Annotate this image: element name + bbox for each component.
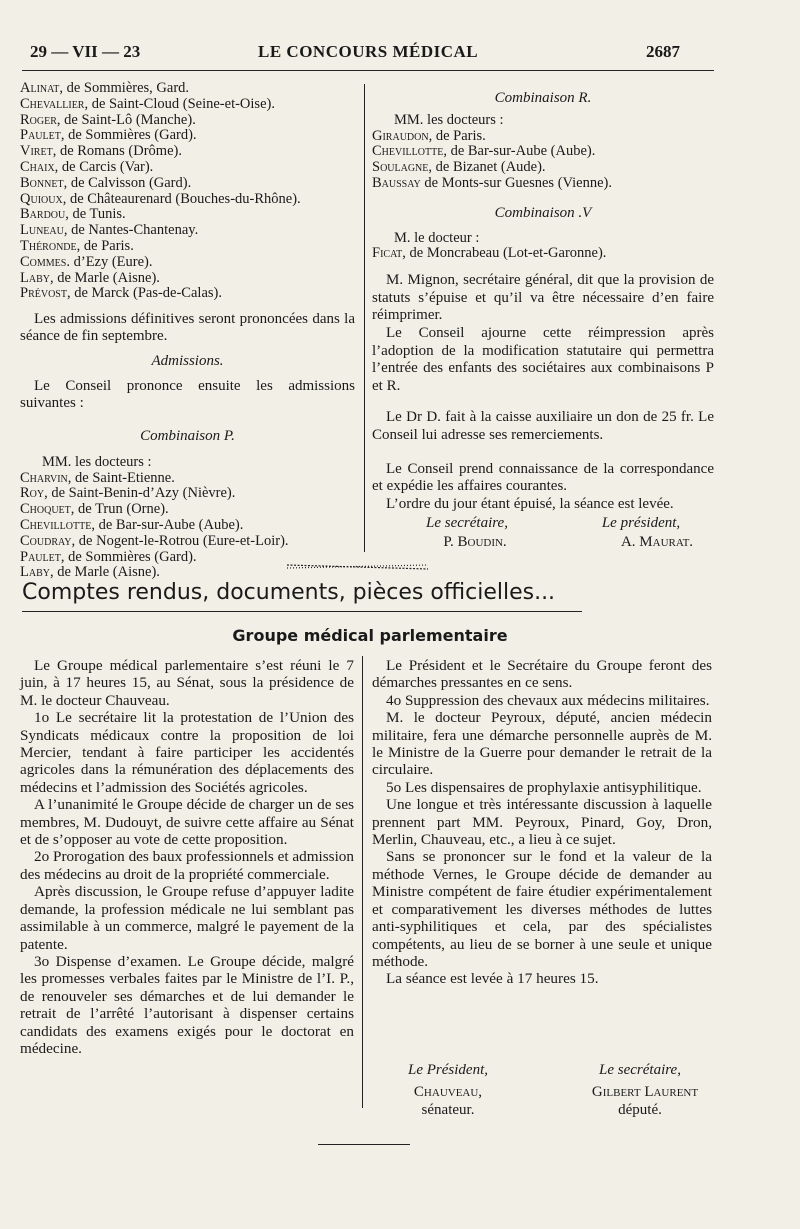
- paragraph-don: Le Dr D. fait à la caisse auxiliaire un don de 25 fr. Le Conseil lui adresse ses remerciements.: [372, 409, 714, 443]
- signature-president-role: Le président,: [601, 515, 681, 531]
- signature-secretaire-title-bottom: député.: [618, 1102, 662, 1118]
- admissions-intro: Le Conseil prononce ensuite les admissions suivantes :: [20, 377, 355, 411]
- doctors-label: MM. les docteurs :: [42, 453, 152, 470]
- paragraph-reimpression: Le Conseil ajourne cette réimpression après l’adoption de la modification statutaire qui permettra l’entrée des enfants des sociétaires aux combinaisons P et R.: [372, 324, 714, 394]
- list-item: Bardou, de Tunis.: [20, 206, 126, 223]
- combinaison-p-heading: Combinaison P.: [140, 427, 235, 444]
- paragraph: M. le docteur Peyroux, député, ancien médecin militaire, fera une démarche personnelle auprès de M. le Ministre de la Guerre pour demander le retrait de la circulaire.: [372, 709, 712, 779]
- paragraph: 1o Le secrétaire lit la protestation de l’Union des Syndicats médicaux contre la proposition de loi Mercier, tendant à faire participer les accidentés agricoles dans la rémunération des déplacements des médecins et l’admission des Sociétés agricoles.: [20, 709, 354, 796]
- list-item: Chevillotte, de Bar-sur-Aube (Aube).: [372, 143, 596, 160]
- list-item: Bonnet, de Calvisson (Gard).: [20, 174, 192, 191]
- page-number: 2687: [646, 42, 680, 61]
- signature-president-name: A. Maurat.: [620, 534, 694, 550]
- paragraph: 4o Suppression des chevaux aux médecins militaires.: [386, 691, 710, 709]
- combinaison-v-heading: Combinaison .V: [494, 204, 592, 221]
- signature-president-role-bottom: Le Président,: [408, 1062, 488, 1078]
- end-rule: [318, 1144, 410, 1145]
- list-item: Roger, de Saint-Lô (Manche).: [20, 111, 196, 128]
- parliament-report-left: [20, 657, 354, 1057]
- section-rule: [22, 611, 582, 612]
- list-item: Commes. d’Ezy (Eure).: [20, 253, 153, 270]
- ornament-divider: [285, 563, 430, 571]
- parliament-report-right: [372, 657, 712, 988]
- list-item: Baussay de Monts-sur Guesnes (Vienne).: [372, 174, 612, 191]
- section-subtitle: Groupe médical parlementaire: [232, 626, 508, 645]
- list-item: Luneau, de Nantes-Chantenay.: [20, 222, 199, 239]
- paragraph: 2o Prorogation des baux professionnels et admission des médecins au droit de la propriété commerciale.: [20, 848, 354, 883]
- list-item: Ficat, de Moncrabeau (Lot-et-Garonne).: [372, 245, 607, 262]
- list-item: Coudray, de Nogent-le-Rotrou (Eure-et-Loir).: [20, 532, 289, 549]
- member-list-r: [372, 129, 714, 192]
- paragraph: 5o Les dispensaires de prophylaxie antisyphilitique.: [386, 778, 702, 796]
- paragraph: La séance est levée à 17 heures 15.: [386, 970, 599, 988]
- member-list-1: [20, 81, 355, 302]
- column-rule: [364, 84, 365, 552]
- paragraph: Une longue et très intéressante discussion à laquelle prennent part MM. Peyroux, Pinard, Goy, Dron, Merlin, Chauveau, etc., a lieu à ce sujet.: [372, 796, 712, 849]
- header-rule: [22, 70, 714, 71]
- list-item: Choquet, de Trun (Orne).: [20, 501, 169, 518]
- list-item: Chaix, de Carcis (Var).: [20, 158, 154, 175]
- list-item: Soulagne, de Bizanet (Aude).: [372, 159, 546, 176]
- doctors-label-r: MM. les docteurs :: [394, 111, 504, 128]
- admissions-note: Les admissions définitives seront prononcées dans la séance de fin septembre.: [20, 311, 355, 345]
- list-item: Paulet, de Sommières (Gard).: [20, 127, 197, 144]
- left-column: [20, 81, 355, 581]
- signature-president-title-bottom: sénateur.: [421, 1102, 475, 1118]
- list-item: Laby, de Marle (Aisne).: [20, 564, 160, 581]
- list-item: Chevillotte, de Bar-sur-Aube (Aube).: [20, 516, 244, 533]
- column-rule-bottom: [362, 656, 363, 1108]
- combinaison-r-heading: Combinaison R.: [494, 90, 592, 106]
- list-item: Théronde, de Paris.: [20, 237, 134, 254]
- running-head-left: 29 — VII — 23: [30, 42, 141, 61]
- list-item: Viret, de Romans (Drôme).: [20, 143, 182, 160]
- signature-secretaire-name-bottom: Gilbert Laurent: [591, 1084, 699, 1100]
- signature-president-name-bottom: Chauveau,: [413, 1084, 483, 1100]
- paragraph-mignon: M. Mignon, secrétaire général, dit que la provision de statuts s’épuise et qu’il va être nécessaire d’en faire réimprimer.: [372, 272, 714, 324]
- section-title: Comptes rendus, documents, pièces officielles...: [22, 580, 556, 605]
- signature-secretaire-name: P. Boudin.: [443, 534, 507, 550]
- paragraph: 3o Dispense d’examen. Le Groupe décide, malgré les promesses verbales faites par le Ministre de l’I. P., de renouveler ses démarches et de lui demander le retrait de l’arrêté l’autorisant à dispenser certains candidats des examens exigés pour le doctorat en médecine.: [20, 952, 354, 1057]
- paragraph-correspondance: Le Conseil prend connaissance de la correspondance et expédie les affaires courantes.: [372, 460, 714, 495]
- list-item: Prévost, de Marck (Pas-de-Calas).: [20, 285, 222, 302]
- list-item: Alinat, de Sommières, Gard.: [20, 80, 190, 96]
- admissions-heading: Admissions.: [151, 353, 224, 370]
- doctor-label-v: M. le docteur :: [394, 229, 480, 246]
- list-item: Paulet, de Sommières (Gard).: [20, 548, 197, 565]
- paragraph: Sans se prononcer sur le fond et la valeur de la méthode Vernes, le Groupe décide de demander au Ministre compétent de faire étudier expérimentalement et comparativement les diverses méthodes de luttes anti-syphilitiques et cela, par des spécialistes compétents, au lieu de se borner à une seule et unique méthode.: [372, 848, 712, 970]
- list-item: Charvin, de Saint-Etienne.: [20, 469, 175, 486]
- paragraph: Le Président et le Secrétaire du Groupe feront des démarches pressantes en ce sens.: [372, 657, 712, 692]
- list-item: Chevallier, de Saint-Cloud (Seine-et-Oise).: [20, 95, 275, 112]
- paragraph: Le Groupe médical parlementaire s’est réuni le 7 juin, à 17 heures 15, au Sénat, sous la présidence de M. le docteur Chauveau.: [20, 657, 354, 709]
- paragraph: A l’unanimité le Groupe décide de charger un de ses membres, M. Dudouyt, de suivre cette affaire au Sénat et de s’opposer au vote de cette proposition.: [20, 796, 354, 849]
- right-column: [372, 91, 714, 513]
- signature-secretaire-role-bottom: Le secrétaire,: [599, 1062, 681, 1078]
- list-item: Laby, de Marle (Aisne).: [20, 269, 160, 286]
- list-item: Roy, de Saint-Benin-d’Azy (Nièvre).: [20, 485, 236, 502]
- list-item: Quioux, de Châteaurenard (Bouches-du-Rhône).: [20, 190, 301, 207]
- journal-title: LE CONCOURS MÉDICAL: [258, 42, 479, 61]
- list-item: Giraudon, de Paris.: [372, 127, 486, 144]
- signature-secretaire-role: Le secrétaire,: [426, 515, 508, 531]
- paragraph-cloture: L’ordre du jour étant épuisé, la séance est levée.: [386, 495, 674, 512]
- paragraph: Après discussion, le Groupe refuse d’appuyer ladite demande, la profession médicale ne lui semblant pas assimilable à un commerce, malgré le payement de la patente.: [20, 883, 354, 953]
